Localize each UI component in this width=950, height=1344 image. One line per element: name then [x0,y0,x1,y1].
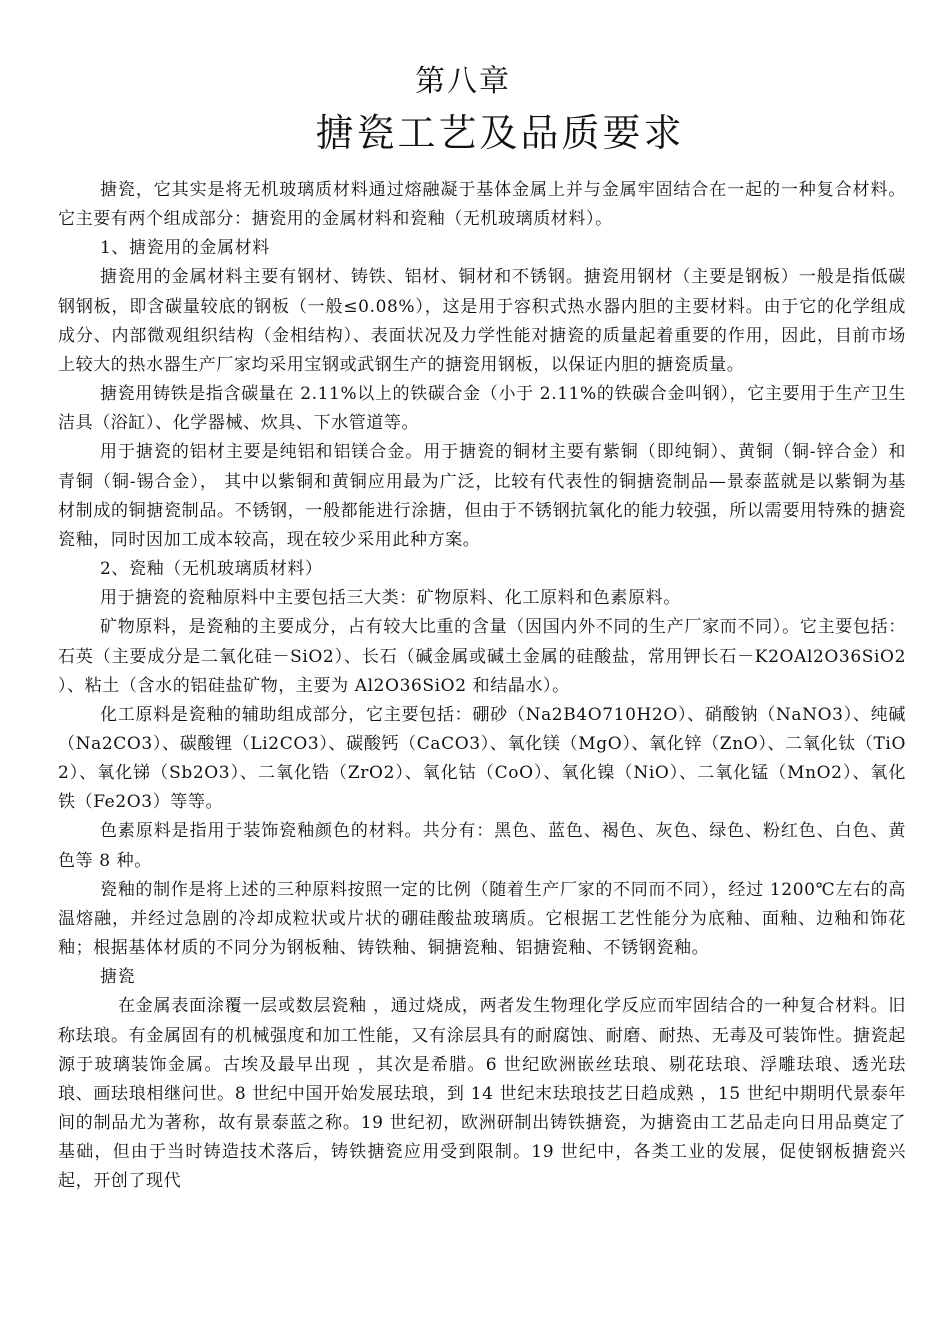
paragraph-steel: 搪瓷用的金属材料主要有钢材、铸铁、铝材、铜材和不锈钢。搪瓷用钢材（主要是钢板）一般是指低碳钢钢板，即含碳量较底的钢板（一般≤0.08%），这是用于容积式热水器内胆的主要材料。由于它的化学组成成分、内部微观组织结构（金相结构）、表面状况及力学性能对搪瓷的质量起着重要的作用，因此，目前市场上较大的热水器生产厂家均采用宝钢或武钢生产的搪瓷用钢板，以保证内胆的搪瓷质量。 [58,267,906,375]
paragraph-intro: 搪瓷，它其实是将无机玻璃质材料通过熔融凝于基体金属上并与金属牢固结合在一起的一种复合材料。它主要有两个组成部分：搪瓷用的金属材料和瓷釉（无机玻璃质材料）。 [58,180,906,230]
page-title: 搪瓷工艺及品质要求 [315,111,685,155]
chapter-heading: 第八章 [415,64,511,99]
paragraph-aluminum-copper: 用于搪瓷的铝材主要是纯铝和铝镁合金。用于搪瓷的铜材主要有紫铜（即纯铜）、黄铜（铜-锌合金）和青铜（铜-锡合金）， 其中以紫铜和黄铜应用最为广泛，比较有代表性的铜搪瓷制品—景泰蓝就是以紫铜为基材制成的铜搪瓷制品。不锈钢，一般都能进行涂搪，但由于不锈钢抗氧化的能力较强，所以需要用特殊的搪瓷瓷釉，同时因加工成本较高，现在较少采用此种方案。 [58,442,906,550]
section-heading-metal: 1、搪瓷用的金属材料 [100,238,270,259]
paragraph-mineral: 矿物原料，是瓷釉的主要成分，占有较大比重的含量（因国内外不同的生产厂家而不同）。它主要包括：石英（主要成分是二氧化硅－SiO2）、长石（碱金属或碱土金属的硅酸盐，常用钾长石－K2OAl2O36SiO2 ）、粘土（含水的铝硅盐矿物，主要为 Al2O36SiO2 和结晶水）。 [58,617,906,696]
paragraph-enamel-history: 在金属表面涂覆一层或数层瓷釉 ，通过烧成，两者发生物理化学反应而牢固结合的一种复合材料。旧称珐琅。有金属固有的机械强度和加工性能，又有涂层具有的耐腐蚀、耐磨、耐热、无毒及可装饰性。搪瓷起源于玻璃装饰金属。古埃及最早出现 ，其次是希腊。6 世纪欧洲嵌丝珐琅、剔花珐琅、浮雕珐琅、透光珐琅、画珐琅相继问世。8 世纪中国开始发展珐琅，到 14 世纪末珐琅技艺日趋成熟 ，15 世纪中期明代景泰年间的制品尤为著称，故有景泰蓝之称。19 世纪初，欧洲研制出铸铁搪瓷，为搪瓷由工艺品走向日用品奠定了基础，但由于当时铸造技术落后，铸铁搪瓷应用受到限制。19 世纪中，各类工业的发展，促使钢板搪瓷兴起，开创了现代 [58,996,906,1192]
paragraph-raw-materials: 用于搪瓷的瓷釉原料中主要包括三大类：矿物原料、化工原料和色素原料。 [100,588,681,609]
document-body [58,176,906,1196]
paragraph-glaze-making: 瓷釉的制作是将上述的三种原料按照一定的比例（随着生产厂家的不同而不同），经过 1200℃左右的高温熔融，并经过急剧的冷却成粒状或片状的硼硅酸盐玻璃质。它根据工艺性能分为底釉、面釉、边釉和饰花釉；根据基体材质的不同分为钢板釉、铸铁釉、铜搪瓷釉、铝搪瓷釉、不锈钢瓷釉。 [58,879,906,959]
paragraph-cast-iron: 搪瓷用铸铁是指含碳量在 2.11%以上的铁碳合金（小于 2.11%的铁碳合金叫钢），它主要用于生产卫生洁具（浴缸）、化学器械、炊具、下水管道等。 [58,384,906,434]
paragraph-chemical: 化工原料是瓷釉的辅助组成部分，它主要包括：硼砂（Na2B4O710H2O）、硝酸钠（NaNO3）、纯碱（Na2CO3）、碳酸锂（Li2CO3）、碳酸钙（CaCO3）、氧化镁（MgO）、氧化锌（ZnO）、二氧化钛（TiO2）、氧化锑（Sb2O3）、二氧化锆（ZrO2）、氧化钴（CoO）、氧化镍（NiO）、二氧化锰（MnO2）、氧化铁（Fe2O3）等等。 [58,704,906,813]
section-heading-glaze: 2、瓷釉（无机玻璃质材料） [100,559,323,580]
paragraph-pigment: 色素原料是指用于装饰瓷釉颜色的材料。共分有：黑色、蓝色、褐色、灰色、绿色、粉红色、白色、黄色等 8 种。 [58,821,906,871]
section-heading-enamel: 搪瓷 [100,967,136,988]
